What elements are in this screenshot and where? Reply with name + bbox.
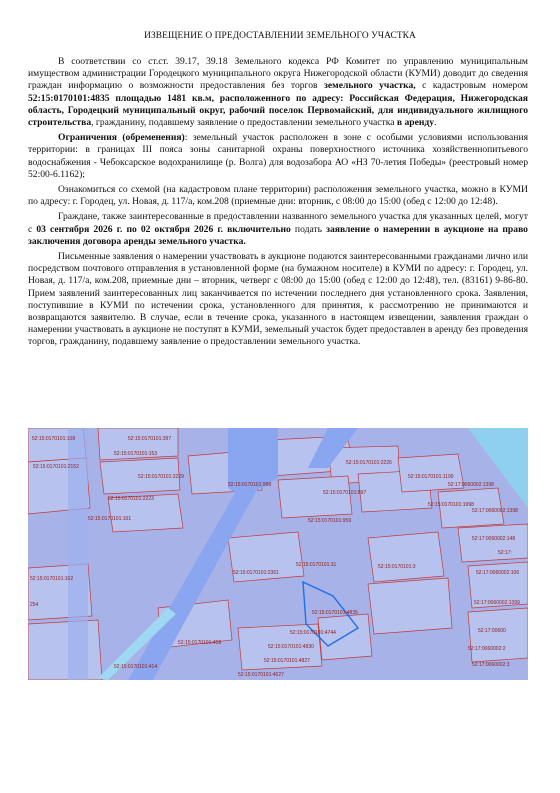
cadastral-map-svg <box>28 428 528 680</box>
bold-run: в аренду <box>396 117 435 129</box>
parcel <box>368 532 444 582</box>
map-label: 52:15:0170101:897 <box>323 490 367 496</box>
parcel <box>278 476 352 518</box>
map-label: 52:15:0170101:1199 <box>408 474 454 480</box>
map-label: 52:15:0170101:3 <box>378 564 416 570</box>
map-label: 52:17:0060002:106 <box>476 570 520 576</box>
cadastral-map <box>28 428 528 680</box>
map-label: 52:17:0060002:1399 <box>474 600 520 606</box>
parcel <box>368 578 452 634</box>
page-title: ИЗВЕЩЕНИЕ О ПРЕДОСТАВЛЕНИИ ЗЕМЕЛЬНОГО УЧАСТКА <box>144 31 416 41</box>
map-label: 52:15:0170101:4835 <box>312 610 358 616</box>
text-run: Граждане, также заинтересованные в предоставлении названного земельного участка для указанных целей, могут с <box>28 211 528 235</box>
map-label: 52:17:0060002:3 <box>472 662 510 668</box>
text-run: Ознакомиться со схемой (на кадастровом плане территории) расположения земельного участка, можно в КУМИ по адресу: г. Городец, ул. Новая, д. 117/а, ком.208 (приемные дни: вторник, с 08:00 до 15:00 (обед с 12:00 до 12:48). <box>28 184 528 208</box>
map-label: 52:17:00600 <box>478 628 506 634</box>
map-label: 52:15:0170101:108 <box>32 436 76 442</box>
parcel <box>28 620 102 680</box>
map-label: 52:15:0170101:2229 <box>138 474 184 480</box>
map-label: 254 <box>30 602 39 608</box>
bold-run: 03 сентября 2026 г. по 02 октября 2026 г. включительно <box>36 223 291 235</box>
map-label: 52:17: <box>498 550 512 556</box>
parcel <box>468 608 528 662</box>
text-run: , гражданину, подавшему заявление о предоставлении земельного участка <box>91 117 397 129</box>
text-run: Письменные заявления о намерении участвовать в аукционе подаются заинтересованными гражданами лично или посредством почтового отправления в установленной форме (на бумажном носителе) в КУМИ по адресу: г. Городец, ул. Новая, д. 117/а, ком.208, приемные дни – вторник, четверг с 08:00 до 15:00 (обед с 12:00 до 12:48), тел. (83161) 9-86-80. Прием заявлений заинтересованных лиц заканчивается по истечении последнего дня установленного срока. Заявления, поступившие в КУМИ по истечении срока, установленного для принятия, к рассмотрению не принимаются и возвращаются заявителю. В случае, если в течение срока, указанного в настоящем извещении, заявления граждан о намерении участвовать в аукционе не поступят в КУМИ, земельный участок будет предоставлен в аренду без проведения торгов, гражданину, подавшему заявление о предоставлении земельного участка. <box>28 251 528 348</box>
paragraph-intro <box>28 56 528 129</box>
map-label: 52:17:0060002:2 <box>468 646 506 652</box>
map-label: 52:15:0170101:101 <box>88 516 132 522</box>
map-label: 52:17:0060002:148 <box>472 536 516 542</box>
bold-run: 52:15:0170101:4835 площадью 1481 кв.м, расположенного по адресу: Российская Федерация, Нижегородская область, Городецкий муниципальный округ, рабочий поселок Первомайский, для индивидуального жилищного строительства <box>28 92 528 129</box>
text-run: В соответствии со ст.ст. 39.17, 39.18 Земельного кодекса РФ Комитет по управлению муниципальным имуществом администрации Городецкого муниципального округа Нижегородской области (КУМИ) доводит до сведения граждан информацию о возможности предоставления без торгов <box>28 56 528 92</box>
map-label: 52:15:0170101:458 <box>178 640 222 646</box>
text-run: : земельный участок расположен в зоне с особыми условиями использования территории: в границах III пояса зоны санитарной охраны поверхностного источника хозяйственнопитьевого водоснабжения - Чебоксарское водохранилище (р. Волга) для водозабора АО «НЗ 70-летия Победы» (реестровый номер 52:00-6.1162); <box>28 132 528 180</box>
map-label: 52:17:0060002:1398 <box>448 482 494 488</box>
map-label: 52:15:0170101:414 <box>114 664 158 670</box>
map-label: 52:15:0170101:4627 <box>238 672 284 678</box>
map-label: 52:15:0170101:1998 <box>428 502 474 508</box>
bold-run: заявление о намерении в аукционе на право заключения договора аренды земельного участка. <box>28 223 528 247</box>
text-run: . <box>434 117 437 129</box>
paragraph-applications <box>28 251 528 349</box>
paragraph-deadline <box>28 211 528 248</box>
map-label: 52:15:0170101:31 <box>296 562 337 568</box>
paragraph-restrictions <box>28 132 528 181</box>
map-label: 52:15:0170101:2223 <box>108 496 154 502</box>
map-label: 52:15:0170101:959 <box>308 518 352 524</box>
bold-run: Ограничения (обременения) <box>58 132 185 144</box>
map-label: 52:15:0170101:4744 <box>290 630 336 636</box>
map-label: 52:15:0170101:2361 <box>233 570 279 576</box>
notice-body <box>28 56 528 352</box>
paragraph-scheme <box>28 184 528 208</box>
parcel <box>318 614 372 660</box>
map-label: 52:17:0060002:1398 <box>472 508 518 514</box>
text-run: подать <box>290 223 327 235</box>
map-label: 52:15:0170101:988 <box>228 482 272 488</box>
bold-run: земельного участка, <box>324 80 416 92</box>
map-label: 52:15:0170101:397 <box>128 436 172 442</box>
map-label: 52:15:0170101:4830 <box>268 644 314 650</box>
map-label: 52:15:0170101:162 <box>30 576 74 582</box>
map-label: 52:15:0170101:2226 <box>346 460 392 466</box>
parcel <box>458 524 528 562</box>
map-label: 52:15:0170101:4827 <box>264 658 310 664</box>
map-label: 52:15:0170101:2152 <box>33 464 79 470</box>
text-run: с кадастровым номером <box>415 80 529 92</box>
map-label: 52:15:0170101:153 <box>114 451 158 457</box>
